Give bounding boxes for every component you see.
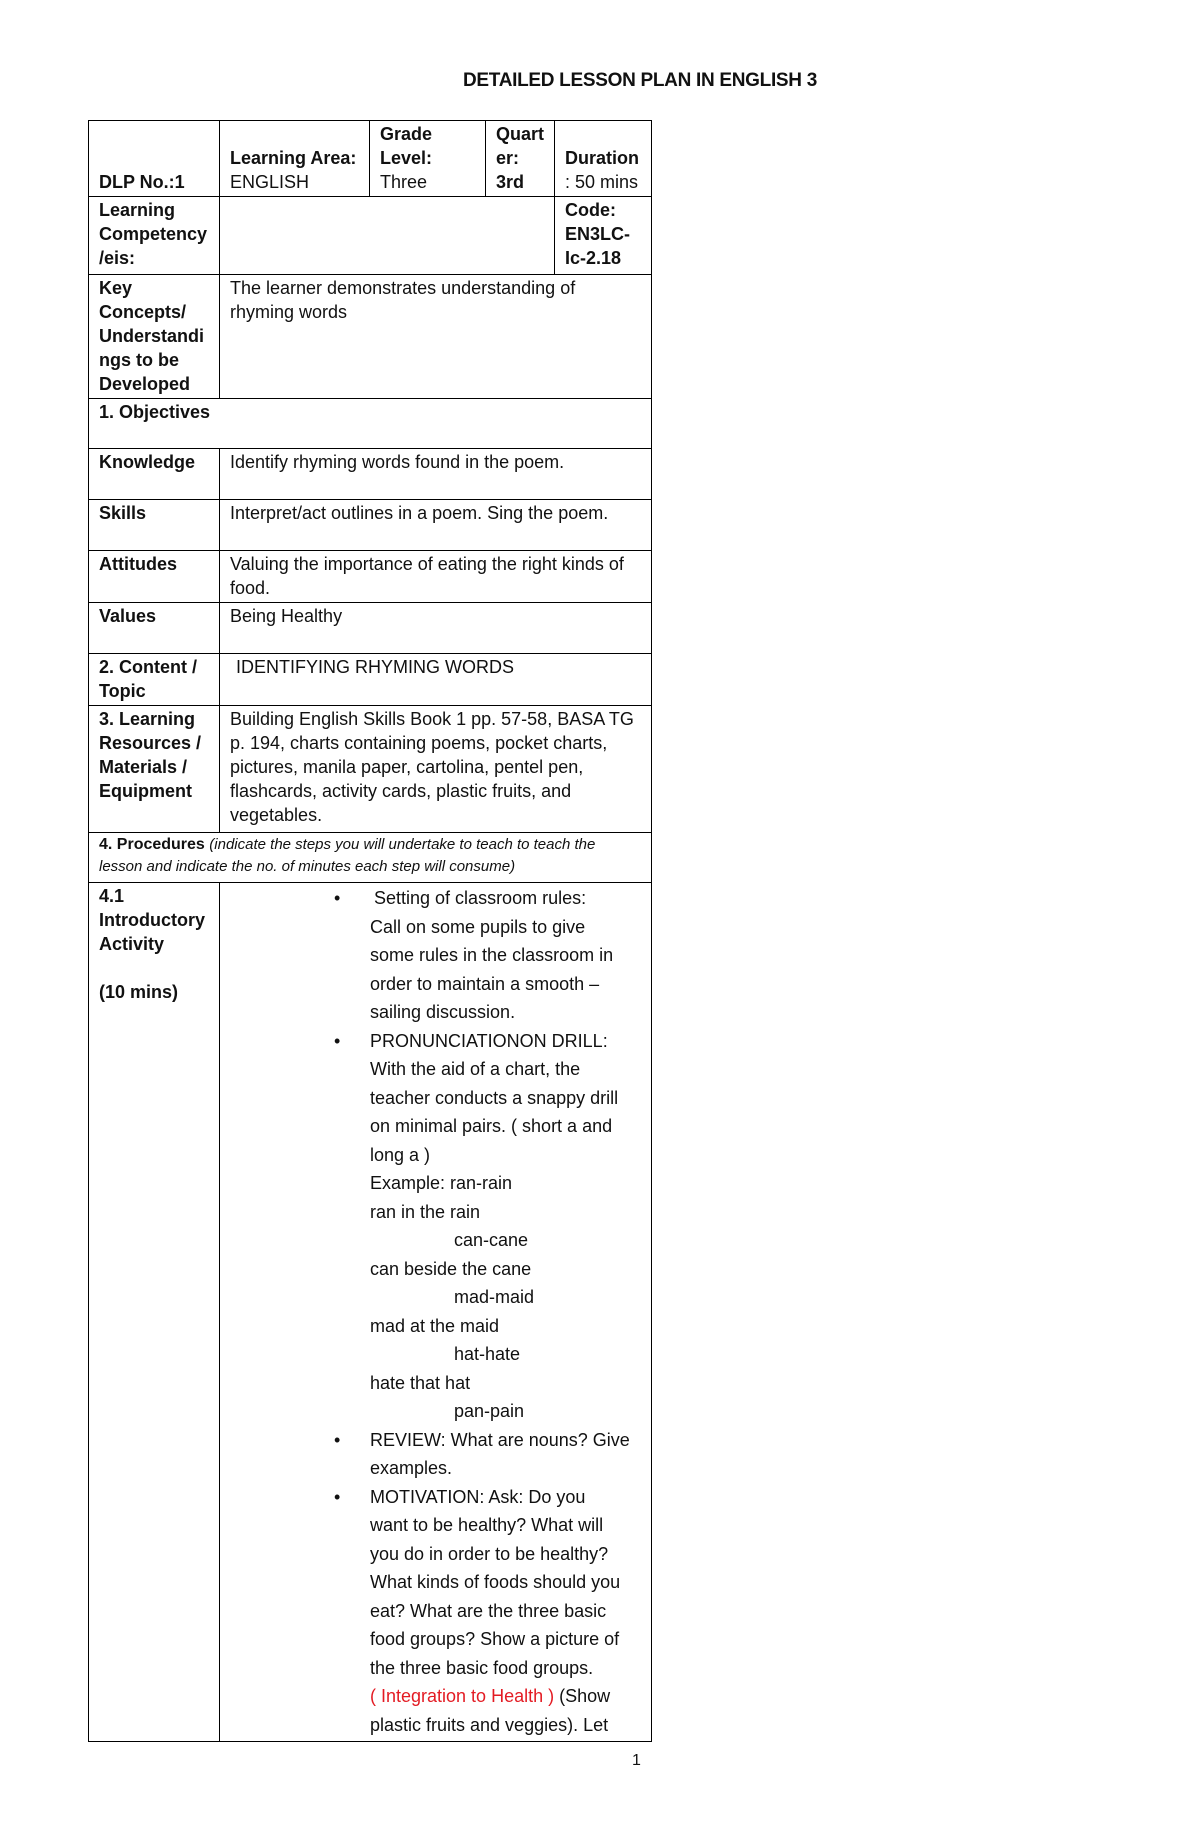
learning-area-value: ENGLISH — [230, 172, 310, 192]
intro-activities: • Setting of classroom rules: Call on some pupils to give some rules in the classroom in order to maintain a smooth – sailing discussion. • PRONUNCIATIONON DRILL: With the aid of a chart, the teacher conducts a snappy drill on minimal pairs. ( short a and long a ) Example: ran-rain ran in the rain can-cane can beside the cane mad-maid mad at the maid hat-hate hate that hat pan-pain • REVIEW: What are nouns? Give examples. • MOTIVATION: Ask: Do you want to be healthy? What will you do in order to be healthy? What kinds of foods should you eat? What are the three basic food groups? Show a picture of the three basic food groups. ( Integration to Health ) (Show plastic fruits and veggies). Let — [220, 883, 652, 1742]
content-topic: IDENTIFYING RHYMING WORDS — [220, 654, 652, 706]
skills-value: Interpret/act outlines in a poem. Sing the poem. — [220, 500, 652, 551]
list-item: • REVIEW: What are nouns? Give — [370, 1426, 641, 1455]
quarter-value: 3rd — [496, 172, 525, 192]
skills-label: Skills — [89, 500, 220, 551]
quarter-cell — [486, 121, 555, 197]
lesson-plan-table — [88, 120, 652, 1742]
procedures-note: (indicate the steps you will undertake to teach to teach the lesson and indicate the no. of minutes each step will consume) — [99, 836, 596, 875]
intro-row — [89, 883, 652, 1742]
competency-label: Learning Competency /eis: — [89, 197, 220, 275]
list-item: • MOTIVATION: Ask: Do you — [370, 1483, 641, 1512]
key-concepts-label: Key Concepts/ Understandi ngs to be Developed — [89, 275, 220, 399]
objectives-label: 1. Objectives — [89, 399, 652, 449]
list-item: • Setting of classroom rules: — [370, 884, 641, 913]
document-title: DETAILED LESSON PLAN IN ENGLISH 3 — [463, 70, 817, 91]
knowledge-label: Knowledge — [89, 449, 220, 500]
intro-label: 4.1 Introductory Activity (10 mins) — [89, 883, 220, 1742]
grade-label: Grade — [380, 124, 433, 144]
attitudes-row — [89, 551, 652, 603]
attitudes-label: Attitudes — [89, 551, 220, 603]
grade-label-2: Level: — [380, 148, 433, 168]
learning-area-cell — [220, 121, 370, 197]
intro-minutes: (10 mins) — [99, 982, 179, 1002]
knowledge-value: Identify rhyming words found in the poem. — [220, 449, 652, 500]
resources-value: Building English Skills Book 1 pp. 57-58, BASA TG p. 194, charts containing poems, pocket charts, pictures, manila paper, cartolina, pentel pen, flashcards, activity cards, plastic fruits, and vegetables. — [220, 706, 652, 833]
procedures-row — [89, 833, 652, 883]
list-item: • PRONUNCIATIONON DRILL: — [370, 1027, 641, 1056]
values-row — [89, 603, 652, 654]
attitudes-value: Valuing the importance of eating the right kinds of food. — [220, 551, 652, 603]
duration-label: Duration — [565, 148, 639, 168]
content-row — [89, 654, 652, 706]
header-row — [89, 121, 652, 197]
page-number: 1 — [632, 1752, 641, 1769]
values-value: Being Healthy — [220, 603, 652, 654]
learning-area-label: Learning Area: — [230, 148, 357, 168]
procedures-cell — [89, 833, 652, 883]
key-concepts-value: The learner demonstrates understanding of rhyming words — [220, 275, 652, 399]
resources-label: 3. Learning Resources / Materials / Equipment — [89, 706, 220, 833]
knowledge-row — [89, 449, 652, 500]
duration-cell — [555, 121, 652, 197]
grade-level-cell — [370, 121, 486, 197]
dlp-number: DLP No.:1 — [89, 121, 220, 197]
resources-row — [89, 706, 652, 833]
quarter-label-2: er: — [496, 148, 520, 168]
competency-value — [220, 197, 555, 275]
objectives-row — [89, 399, 652, 449]
health-integration-note: ( Integration to Health ) — [370, 1686, 555, 1706]
competency-row — [89, 197, 652, 275]
content-label: 2. Content / Topic — [89, 654, 220, 706]
procedures-label: 4. Procedures — [99, 836, 205, 853]
key-concepts-row — [89, 275, 652, 399]
grade-value: Three — [380, 172, 428, 192]
values-label: Values — [89, 603, 220, 654]
duration-value: : 50 mins — [565, 172, 639, 192]
competency-code: Code: EN3LC- Ic-2.18 — [555, 197, 652, 275]
quarter-label: Quart — [496, 124, 545, 144]
skills-row — [89, 500, 652, 551]
